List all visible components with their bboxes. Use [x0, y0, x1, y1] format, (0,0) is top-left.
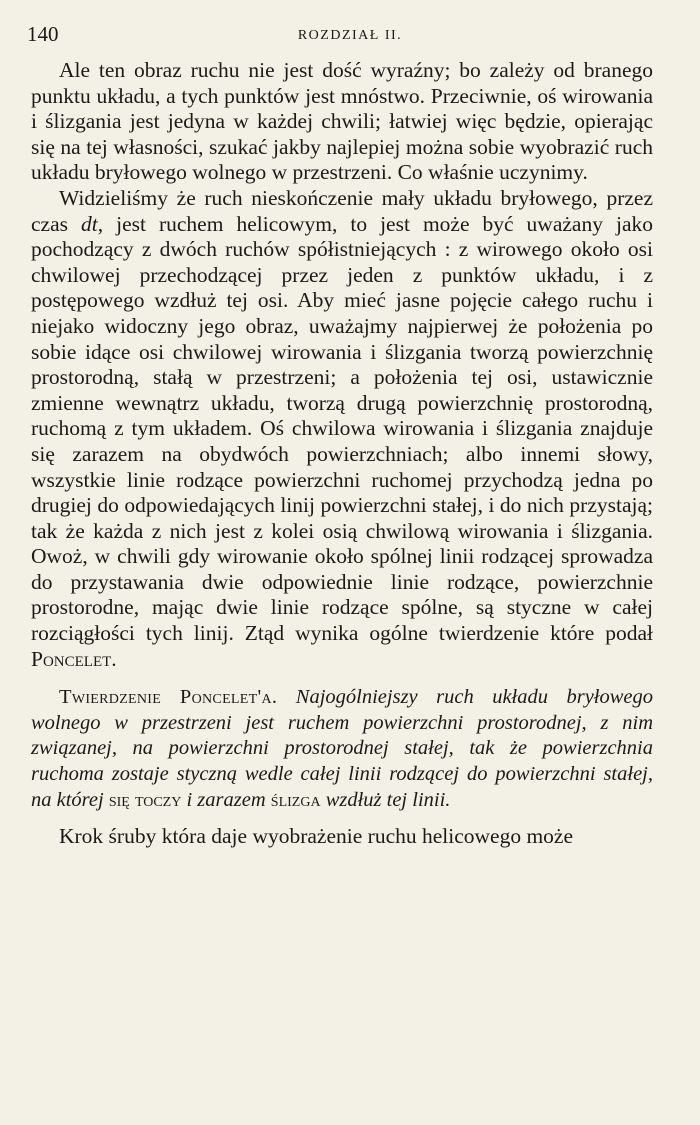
running-head: ROZDZIAŁ II.: [297, 28, 403, 43]
theorem-text-1: Najogólniejszy ruch układu bryłowego wolnego w przestrzeni jest ruchem powierzchni prostorodnej, z nim związanej, na powierzchni prostorodnej stałej, tak że powierzchnia ruchoma zostaje styczną wedle całej linii rodzącej do powierzchni stałej, na której: [31, 686, 654, 811]
paragraph-1: Ale ten obraz ruchu nie jest dość wyraźny; bo zależy od branego punktu układu, a tych punktów jest mnóstwo. Przeciwnie, oś wirowania i ślizgania jest jedyna w każdej chwili; łatwiej więc będzie, opierając się na tej własności, szukać jakby najlepiej można sobie wyobrazić ruch układu bryłowego wolnego w przestrzeni. Co właśnie uczynimy.: [31, 58, 653, 185]
theorem-heading: Twierdzenie Poncelet'a.: [59, 686, 278, 709]
dt-symbol: dt: [81, 211, 98, 236]
theorem-slides: ślizga: [270, 788, 321, 811]
page-number: 140: [27, 22, 59, 46]
theorem-text-2: i zarazem: [181, 788, 271, 811]
theorem-rolls: się toczy: [108, 788, 182, 811]
paragraph-2-part-2: , jest ruchem helicowym, to jest może być uważany jako pochodzący z dwóch ruchów spółistniejących : z wirowego około osi chwilowej przechodzącej przez jeden z punktów układu, i z postępowego wzdłuż tej osi. Aby mieć jasne pojęcie całego ruchu i niejako widoczny jego obraz, uważajmy najpierwej że położenia po sobie idące osi chwilowej wirowania i ślizgania tworzą powierzchnię prostorodną, stałą w przestrzeni; a położenia tej osi, ustawicznie zmienne wewnątrz układu, tworzą drugą powierzchnię prostorodną, ruchomą z tym układem. Oś chwilowa wirowania i ślizgania znajduje się zarazem na obydwóch powierzchniach; albo innemi słowy, wszystkie linie rodzące powierzchni ruchomej przychodzą jedna po drugiej do odpowiedających linij powierzchni stałej, i do nich przystają; tak że każda z nich jest z kolei osią chwilową wirowania i ślizgania. Owoż, w chwili gdy wirowanie około spólnej linii rodzącej sprowadza do przystawania dwie odpowiednie linie rodzące, powierzchnie prostorodne, mając dwie linie rodzące spólne, są styczne w całej rozciągłości tych linij. Ztąd wynika ogólne twierdzenie które podał: [31, 211, 653, 646]
author-name: Poncelet: [31, 646, 112, 671]
page-header: [0, 22, 700, 52]
theorem-text-3: wzdłuż tej linii.: [320, 788, 451, 811]
paragraph-2: [31, 186, 653, 672]
paragraph-4: Krok śruby która daje wyobrażenie ruchu helicowego może: [59, 824, 574, 849]
theorem: [31, 685, 653, 813]
paragraph-2-part-1: Widzieliśmy że ruch nieskończenie mały układu bryłowego, przez czas: [31, 185, 653, 236]
paragraph-2-end: .: [111, 646, 117, 671]
body-text: [31, 58, 653, 850]
